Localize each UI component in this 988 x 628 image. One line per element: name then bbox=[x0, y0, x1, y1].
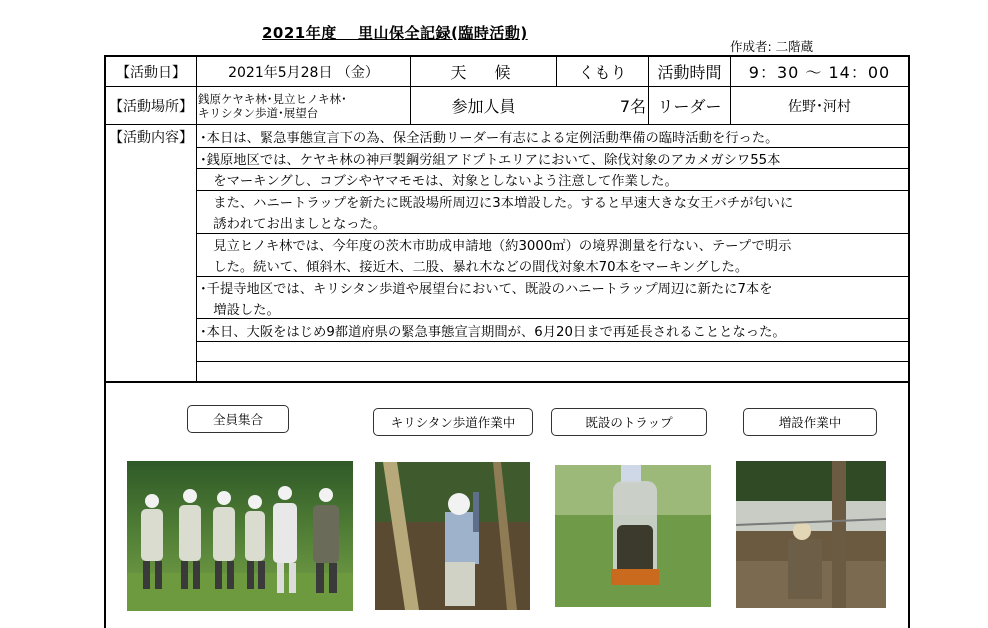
content-line: をマーキングし、コブシやヤマモモは、対象としないよう注意して作業した。 bbox=[200, 174, 678, 189]
document-title: 2021年度 里山保全記録(臨時活動) bbox=[262, 24, 528, 42]
place-value bbox=[198, 88, 410, 124]
content-line: ･本日、大阪をはじめ9都道府県の緊急事態宣言期間が、6月20日まで再延長されることとなった。 bbox=[200, 325, 786, 340]
content-line bbox=[198, 361, 906, 382]
trail-work-photo bbox=[375, 462, 530, 610]
group-photo bbox=[127, 461, 353, 611]
content-line: ･本日は、緊急事態宣言下の為、保全活動リーダー有志による定例活動準備の臨時活動を行った。 bbox=[200, 131, 779, 146]
content-line: ･銭原地区では、ケヤキ林の神戸製鋼労組アドプトエリアにおいて、除伐対象のアカメガシワ55本 bbox=[200, 153, 781, 168]
weather-value: くもり bbox=[578, 63, 627, 82]
column-divider bbox=[196, 55, 197, 381]
row-divider bbox=[104, 124, 910, 125]
place-value-line-1: 銭原ケヤキ林･見立ヒノキ林･ bbox=[198, 92, 347, 106]
content-label: 【活動内容】 bbox=[109, 129, 193, 146]
content-line bbox=[198, 341, 906, 362]
author-label: 作成者: 二階蔵 bbox=[730, 39, 814, 54]
photo-caption-existing-trap: 既設のトラップ bbox=[551, 408, 707, 436]
content-line: 誘われてお出ましとなった。 bbox=[200, 217, 387, 232]
photo-caption-added-work: 増設作業中 bbox=[743, 408, 877, 436]
time-value: 9：30 ～ 14：00 bbox=[748, 63, 891, 82]
photo-caption-trail-work: キリシタン歩道作業中 bbox=[373, 408, 533, 436]
members-value: 7名 bbox=[619, 97, 646, 116]
members-label: 参加人員 bbox=[451, 97, 516, 116]
content-line: 増設した。 bbox=[200, 303, 280, 318]
leader-value: 佐野･河村 bbox=[788, 98, 851, 115]
date-label: 【活動日】 bbox=[116, 64, 186, 81]
leader-label: リーダー bbox=[657, 97, 722, 116]
content-line: ･千提寺地区では、キリシタン歩道や展望台において、既設のハニートラップ周辺に新たに7本を bbox=[200, 282, 773, 297]
content-line: した。続いて、傾斜木、接近木、二股、暴れ木などの間伐対象木70本をマーキングした。 bbox=[200, 260, 749, 275]
photo-caption-assembly: 全員集合 bbox=[187, 405, 289, 433]
place-label: 【活動場所】 bbox=[109, 98, 193, 115]
added-work-photo bbox=[736, 461, 886, 608]
place-value-line-2: キリシタン歩道･展望台 bbox=[198, 106, 319, 120]
weather-label: 天 候 bbox=[450, 63, 517, 82]
date-value: 2021年5月28日 （金） bbox=[228, 64, 379, 81]
existing-trap-photo bbox=[555, 465, 711, 607]
content-line: 見立ヒノキ林では、今年度の茨木市助成申請地（約3000㎡）の境界測量を行ない、テープで明示 bbox=[200, 239, 792, 254]
content-line: また、ハニートラップを新たに既設場所周辺に3本増設した。すると早速大きな女王バチが匂いに bbox=[200, 196, 794, 211]
time-label: 活動時間 bbox=[657, 63, 722, 82]
